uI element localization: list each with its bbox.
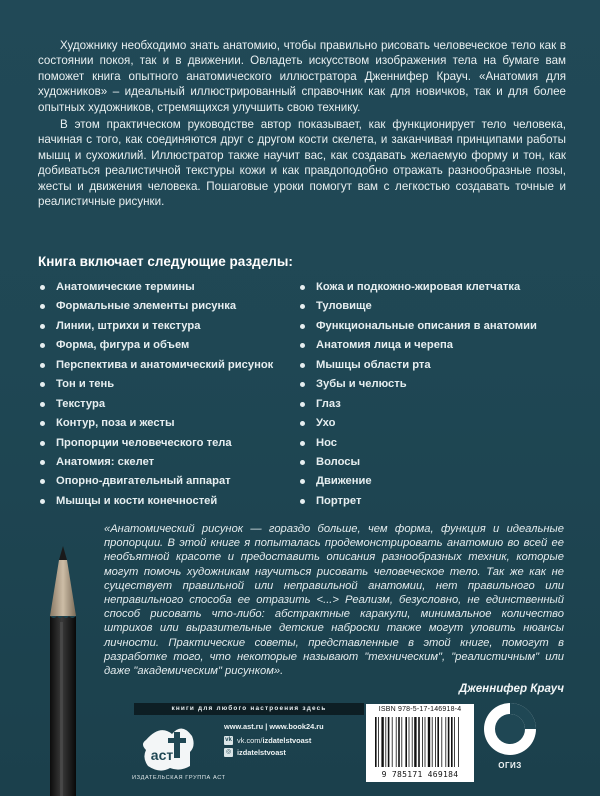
section-item: Анатомические термины [40,281,273,300]
section-item: Мышцы и кости конечностей [40,495,273,514]
isbn-text: ISBN 978-5-17-146918-4 [378,706,462,713]
tagline: книги для любого настроения здесь [134,703,364,715]
intro-paragraph: В этом практическом руководстве автор показывает, как функционирует тело человека, начиная с того, как соединяются друг с другом кости скелета, и заканчивая принципами работы мышц и сухожилий. Иллюстратор также научит вас, как создавать желаемую форму и тон, как добиваться реалистичной текстуры кожи и как правдоподобно отражать разнообразные позы, жесты и движения человека. Пошаговые уроки помогут вам с легкостью создавать точные и реалистичные рисунки. [38,118,566,209]
sections-list-right [300,281,537,514]
section-item: Форма, фигура и объем [40,339,273,358]
barcode-bars [374,717,466,769]
section-item: Глаз [300,398,537,417]
section-item: Контур, поза и жесты [40,417,273,436]
publisher-links [224,722,324,758]
section-item: Движение [300,475,537,494]
section-item: Анатомия: скелет [40,456,273,475]
ogiz-imprint: ОГИЗ [498,761,522,770]
vk-icon: vk [225,736,232,743]
section-item: Туловище [300,300,537,319]
section-item: Текстура [40,398,273,417]
section-item: Функциональные описания в анатомии [300,320,537,339]
ogiz-logo-icon [480,699,540,759]
section-item: Портрет [300,495,537,514]
section-item: Ухо [300,417,537,436]
instagram-icon: ◎ [225,748,232,755]
instagram-link[interactable]: ◎ izdatelstvoast [225,747,286,757]
intro-paragraph: Художнику необходимо знать анатомию, чтобы правильно рисовать человеческое тело как в состоянии покоя, так и в движении. Овладеть искусством изображения тела на бумаге вам поможет книга опытного анатомического иллюстратора Дженнифер Крауч. «Анатомия для художников» – идеальный иллюстрированный справочник как для новичков, так и для более опытных художников, стремящихся улучшить свою технику. [38,39,566,114]
section-item: Волосы [300,456,537,475]
section-item: Нос [300,437,537,456]
ast-logo-icon [140,722,198,774]
intro-text [38,38,566,209]
barcode [366,704,474,782]
sections-title: Книга включает следующие разделы: [38,254,293,269]
section-item: Линии, штрихи и текстура [40,320,273,339]
pencil-illustration [28,546,98,796]
section-item: Тон и тень [40,378,273,397]
author-quote: «Анатомический рисунок — гораздо больше, чем форма, функция и идеальные пропорции. В этой книге я попыталась продемонстрировать анатомию во всей ее необъятной красоте и предоставить описания разнообразных техник, которые могут помочь художникам научиться рисовать человеческое тело. Так же как не существует правильной или неправильной анатомии, нет правильного или неправильного способа ее отразить <...> Реализм, безусловно, не единственный способ рисовать что-либо: абстрактные каракули, минимальное количество штрихов или выразительные детские наброски также могут уловить нюансы личности. Практические советы, представленные в этой книге, помогут в разработке того, что некоторые называют "техническим", "реалистичным" или даже "академическим" рисунком». [104,523,564,678]
quote-author: Дженнифер Крауч [458,682,564,695]
sections-list-left [40,281,273,514]
section-item: Пропорции человеческого тела [40,437,273,456]
ast-logo-text: аст [150,747,174,763]
section-item: Формальные элементы рисунка [40,300,273,319]
vk-link[interactable]: vk vk.com/izdatelstvoast [225,735,312,745]
barcode-number: 9 785171 469184 [381,770,459,779]
section-item: Анатомия лица и черепа [300,339,537,358]
section-item: Перспектива и анатомический рисунок [40,359,273,378]
section-item: Мышцы области рта [300,359,537,378]
section-item: Кожа и подкожно-жировая клетчатка [300,281,537,300]
section-item: Опорно-двигательный аппарат [40,475,273,494]
publisher-caption: ИЗДАТЕЛЬСКАЯ ГРУППА АСТ [132,775,226,781]
section-item: Зубы и челюсть [300,378,537,397]
web-links[interactable]: www.ast.ru | www.book24.ru [224,722,324,731]
